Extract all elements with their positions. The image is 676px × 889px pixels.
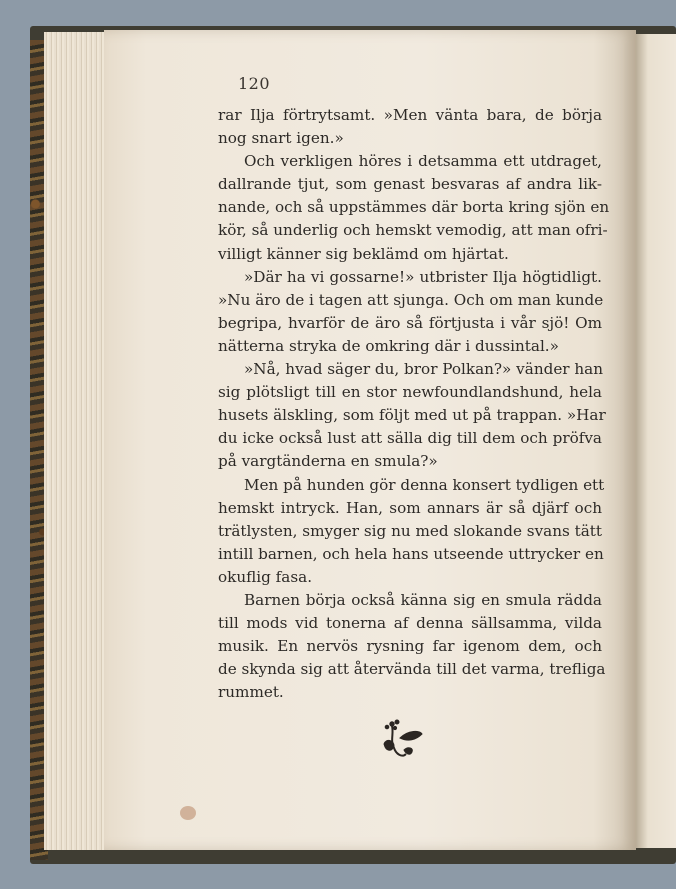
- text-line: husets älskling, som följt med ut på trappan. »Har: [218, 406, 606, 425]
- text-line: nog snart igen.»: [218, 129, 344, 148]
- text-line: du icke också lust att sälla dig till dem och pröfva: [218, 429, 602, 448]
- text-line: Barnen börja också känna sig en smula rädda: [244, 590, 602, 609]
- text-line: begripa, hvarför de äro så förtjusta i vår sjö! Om: [218, 313, 602, 332]
- text-line: nande, och så uppstämmes där borta kring sjön en: [218, 198, 610, 217]
- text-line: Men på hunden gör denna konsert tydligen ett: [244, 475, 605, 494]
- text-line: »Där ha vi gossarne!» utbrister Ilja högtidligt.: [244, 267, 602, 286]
- floral-vignette-icon: [378, 718, 426, 762]
- text-line: »Nå, hvad säger du, bror Polkan?» vänder han: [244, 360, 604, 379]
- text-line: villigt känner sig beklämd om hjärtat.: [218, 244, 509, 263]
- text-line: dallrande tjut, som genast besvaras af andra lik-: [218, 175, 602, 194]
- facing-page-edge: [636, 34, 676, 848]
- text-line: Och verkligen höres i detsamma ett utdraget,: [244, 152, 602, 171]
- text-line: de skynda sig att återvända till det varma, trefliga: [218, 660, 606, 679]
- text-line: rar Ilja förtrytsamt. »Men vänta bara, de börja: [218, 106, 602, 124]
- text-line: kör, så underlig och hemskt vemodig, att man ofri-: [218, 221, 608, 240]
- paper-stain: [180, 806, 196, 820]
- text-line: hemskt intryck. Han, som annars är så djärf och: [218, 498, 602, 517]
- text-line: okuflig fasa.: [218, 567, 313, 586]
- text-line: till mods vid tonerna af denna sällsamma, vilda: [218, 614, 602, 633]
- text-line: »Nu äro de i tagen att sjunga. Och om man kunde: [218, 290, 604, 309]
- text-line: nätterna stryka de omkring där i dussintal.»: [218, 336, 559, 355]
- body-text: [218, 104, 610, 704]
- page-number: 120: [238, 74, 271, 93]
- text-line: trätlysten, smyger sig nu med slokande svans tätt: [218, 521, 602, 540]
- text-line: sig plötsligt till en stor newfoundlandshund, hela: [218, 383, 602, 402]
- text-line: rummet.: [218, 683, 284, 702]
- text-line: musik. En nervös rysning far igenom dem, och: [218, 637, 602, 656]
- text-line: intill barnen, och hela hans utseende uttrycker en: [218, 544, 604, 563]
- text-line: på vargtänderna en smula?»: [218, 452, 438, 471]
